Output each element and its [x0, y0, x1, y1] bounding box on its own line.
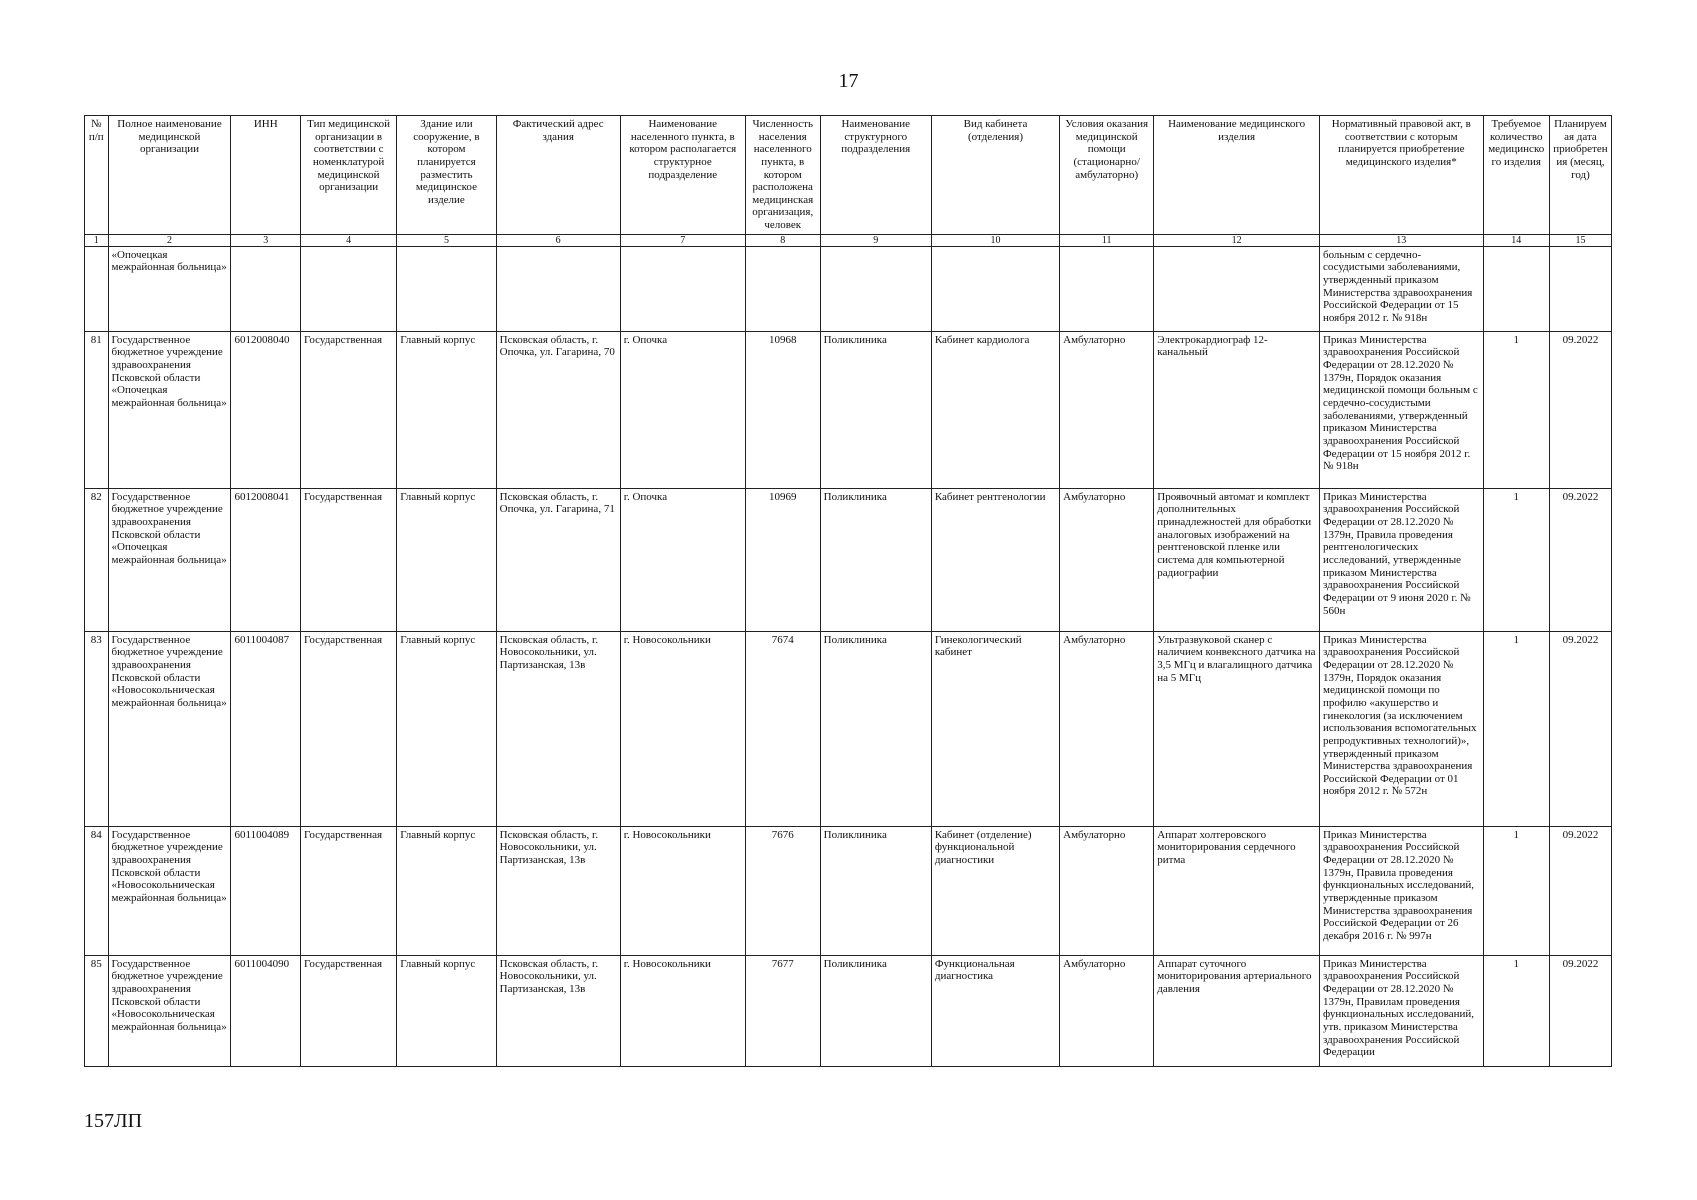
row-number-cell: 83 [85, 631, 109, 826]
org-type-cell: Государственная [300, 488, 396, 631]
column-number: 13 [1319, 234, 1483, 246]
quantity-cell: 1 [1483, 955, 1549, 1066]
document-code: 157ЛП [84, 1110, 143, 1132]
org-type-cell: Государственная [300, 826, 396, 955]
table-header-row [85, 116, 1612, 235]
inn-cell: 6012008041 [231, 488, 301, 631]
device-cell: Аппарат холтеровского мониторирования сердечного ритма [1154, 826, 1320, 955]
org-name-cell: Государственное бюджетное учреждение здравоохранения Псковской области «Новосокольническая межрайонная больница» [108, 826, 231, 955]
unit-cell: Поликлиника [820, 631, 931, 826]
legal-act-cell: Приказ Министерства здравоохранения Российской Федерации от 28.12.2020 № 1379н, Порядок оказания медицинской помощи больным с сердечно-сосудистыми заболеваниями, утвержденный приказом Министерства здравоохранения Российской Федерации от 15 ноября 2012 г. № 918н [1319, 331, 1483, 488]
conditions-cell: Амбулаторно [1060, 955, 1154, 1066]
header-cell: Наименование населенного пункта, в котором располагается структурное подразделение [620, 116, 745, 235]
cabinet-cell: Функциональная диагностика [931, 955, 1059, 1066]
building-cell: Главный корпус [397, 631, 496, 826]
org-name-cell: «Опочецкая межрайонная больница» [108, 246, 231, 331]
header-cell: Численность населения населенного пункта, в котором расположена медицинская организация, человек [745, 116, 820, 235]
locality-cell: г. Новосокольники [620, 826, 745, 955]
column-number-row [85, 234, 1612, 246]
unit-cell: Поликлиника [820, 331, 931, 488]
inn-cell: 6011004087 [231, 631, 301, 826]
population-cell: 7674 [745, 631, 820, 826]
header-cell: Условия оказания медицинской помощи (стационарно/ амбулаторно) [1060, 116, 1154, 235]
org-type-cell: Государственная [300, 631, 396, 826]
device-cell: Аппарат суточного мониторирования артериального давления [1154, 955, 1320, 1066]
column-number: 2 [108, 234, 231, 246]
date-cell: 09.2022 [1549, 631, 1611, 826]
quantity-cell: 1 [1483, 488, 1549, 631]
table-row [85, 631, 1612, 826]
header-cell: Фактический адрес здания [496, 116, 620, 235]
column-number: 6 [496, 234, 620, 246]
cabinet-cell: Кабинет кардиолога [931, 331, 1059, 488]
conditions-cell: Амбулаторно [1060, 826, 1154, 955]
header-cell: Полное наименование медицинской организации [108, 116, 231, 235]
header-cell: Требуемое количество медицинского изделия [1483, 116, 1549, 235]
row-number-cell: 84 [85, 826, 109, 955]
building-cell: Главный корпус [397, 955, 496, 1066]
device-cell: Проявочный автомат и комплект дополнительных принадлежностей для обработки аналоговых изображений на рентгеновской пленке или система для компьютерной радиографии [1154, 488, 1320, 631]
header-cell: № п/п [85, 116, 109, 235]
unit-cell: Поликлиника [820, 488, 931, 631]
org-name-cell: Государственное бюджетное учреждение здравоохранения Псковской области «Новосокольническая межрайонная больница» [108, 631, 231, 826]
population-cell: 7677 [745, 955, 820, 1066]
header-cell: ИНН [231, 116, 301, 235]
conditions-cell: Амбулаторно [1060, 331, 1154, 488]
date-cell: 09.2022 [1549, 331, 1611, 488]
address-cell: Псковская область, г. Новосокольники, ул. Партизанская, 13в [496, 631, 620, 826]
header-cell: Нормативный правовой акт, в соответствии с которым планируется приобретение медицинского изделия* [1319, 116, 1483, 235]
header-cell: Наименование медицинского изделия [1154, 116, 1320, 235]
address-cell: Псковская область, г. Опочка, ул. Гагарина, 71 [496, 488, 620, 631]
cabinet-cell: Кабинет (отделение) функциональной диагностики [931, 826, 1059, 955]
address-cell: Псковская область, г. Новосокольники, ул. Партизанская, 13в [496, 955, 620, 1066]
table-row [85, 331, 1612, 488]
building-cell: Главный корпус [397, 331, 496, 488]
legal-act-cell: Приказ Министерства здравоохранения Российской Федерации от 28.12.2020 № 1379н, Порядок оказания медицинской помощи по профилю «акушерство и гинекология (за исключением использования вспомогательных репродуктивных технологий)», утвержденный приказом Министерства здравоохранения Российской Федерации от 01 ноября 2012 г. № 572н [1319, 631, 1483, 826]
column-number: 15 [1549, 234, 1611, 246]
column-number: 8 [745, 234, 820, 246]
column-number: 7 [620, 234, 745, 246]
org-type-cell: Государственная [300, 955, 396, 1066]
table-row [85, 955, 1612, 1066]
date-cell: 09.2022 [1549, 955, 1611, 1066]
building-cell: Главный корпус [397, 826, 496, 955]
date-cell: 09.2022 [1549, 488, 1611, 631]
legal-act-cell: больным с сердечно-сосудистыми заболеваниями, утвержденный приказом Министерства здравоохранения Российской Федерации от 15 ноября 2012 г. № 918н [1319, 246, 1483, 331]
legal-act-cell: Приказ Министерства здравоохранения Российской Федерации от 28.12.2020 № 1379н, Правила проведения рентгенологических исследований, утвержденные приказом Министерства здравоохранения Российской Федерации от 9 июня 2020 г. № 560н [1319, 488, 1483, 631]
header-cell: Тип медицинской организации в соответствии с номенклатурой медицинской организации [300, 116, 396, 235]
header-cell: Вид кабинета (отделения) [931, 116, 1059, 235]
conditions-cell: Амбулаторно [1060, 631, 1154, 826]
quantity-cell: 1 [1483, 826, 1549, 955]
org-name-cell: Государственное бюджетное учреждение здравоохранения Псковской области «Новосокольническая межрайонная больница» [108, 955, 231, 1066]
inn-cell: 6011004089 [231, 826, 301, 955]
org-name-cell: Государственное бюджетное учреждение здравоохранения Псковской области «Опочецкая межрайонная больница» [108, 331, 231, 488]
table-row [85, 826, 1612, 955]
locality-cell: г. Опочка [620, 331, 745, 488]
device-cell: Электрокардиограф 12-канальный [1154, 331, 1320, 488]
population-cell: 10969 [745, 488, 820, 631]
column-number: 5 [397, 234, 496, 246]
population-cell: 7676 [745, 826, 820, 955]
table-row [85, 488, 1612, 631]
row-number-cell: 81 [85, 331, 109, 488]
cabinet-cell: Кабинет рентгенологии [931, 488, 1059, 631]
locality-cell: г. Новосокольники [620, 955, 745, 1066]
population-cell: 10968 [745, 331, 820, 488]
column-number: 14 [1483, 234, 1549, 246]
conditions-cell: Амбулаторно [1060, 488, 1154, 631]
inn-cell: 6011004090 [231, 955, 301, 1066]
column-number: 10 [931, 234, 1059, 246]
date-cell: 09.2022 [1549, 826, 1611, 955]
org-name-cell: Государственное бюджетное учреждение здравоохранения Псковской области «Опочецкая межрайонная больница» [108, 488, 231, 631]
cabinet-cell: Гинекологический кабинет [931, 631, 1059, 826]
header-cell: Планируемая дата приобретения (месяц, год) [1549, 116, 1611, 235]
locality-cell: г. Опочка [620, 488, 745, 631]
quantity-cell: 1 [1483, 331, 1549, 488]
column-number: 11 [1060, 234, 1154, 246]
locality-cell: г. Новосокольники [620, 631, 745, 826]
quantity-cell: 1 [1483, 631, 1549, 826]
inn-cell: 6012008040 [231, 331, 301, 488]
row-number-cell: 82 [85, 488, 109, 631]
org-type-cell: Государственная [300, 331, 396, 488]
column-number: 4 [300, 234, 396, 246]
legal-act-cell: Приказ Министерства здравоохранения Российской Федерации от 28.12.2020 № 1379н, Правилам проведения функциональных исследований, утв. приказом Министерства здравоохранения Российской Федерации [1319, 955, 1483, 1066]
column-number: 9 [820, 234, 931, 246]
device-cell: Ультразвуковой сканер с наличием конвексного датчика на 3,5 МГц и влагалищного датчика на 5 МГц [1154, 631, 1320, 826]
column-number: 3 [231, 234, 301, 246]
header-cell: Наименование структурного подразделения [820, 116, 931, 235]
row-number-cell: 85 [85, 955, 109, 1066]
legal-act-cell: Приказ Министерства здравоохранения Российской Федерации от 28.12.2020 № 1379н, Правила проведения функциональных исследований, утвержденные приказом Министерства здравоохранения Российской Федерации от 26 декабря 2016 г. № 997н [1319, 826, 1483, 955]
address-cell: Псковская область, г. Новосокольники, ул. Партизанская, 13в [496, 826, 620, 955]
unit-cell: Поликлиника [820, 826, 931, 955]
medical-equipment-table [84, 115, 1612, 1067]
unit-cell: Поликлиника [820, 955, 931, 1066]
building-cell: Главный корпус [397, 488, 496, 631]
header-cell: Здание или сооружение, в котором планируется разместить медицинское изделие [397, 116, 496, 235]
page-number: 17 [838, 70, 859, 92]
continuation-row [85, 246, 1612, 331]
column-number: 12 [1154, 234, 1320, 246]
address-cell: Псковская область, г. Опочка, ул. Гагарина, 70 [496, 331, 620, 488]
column-number: 1 [85, 234, 109, 246]
